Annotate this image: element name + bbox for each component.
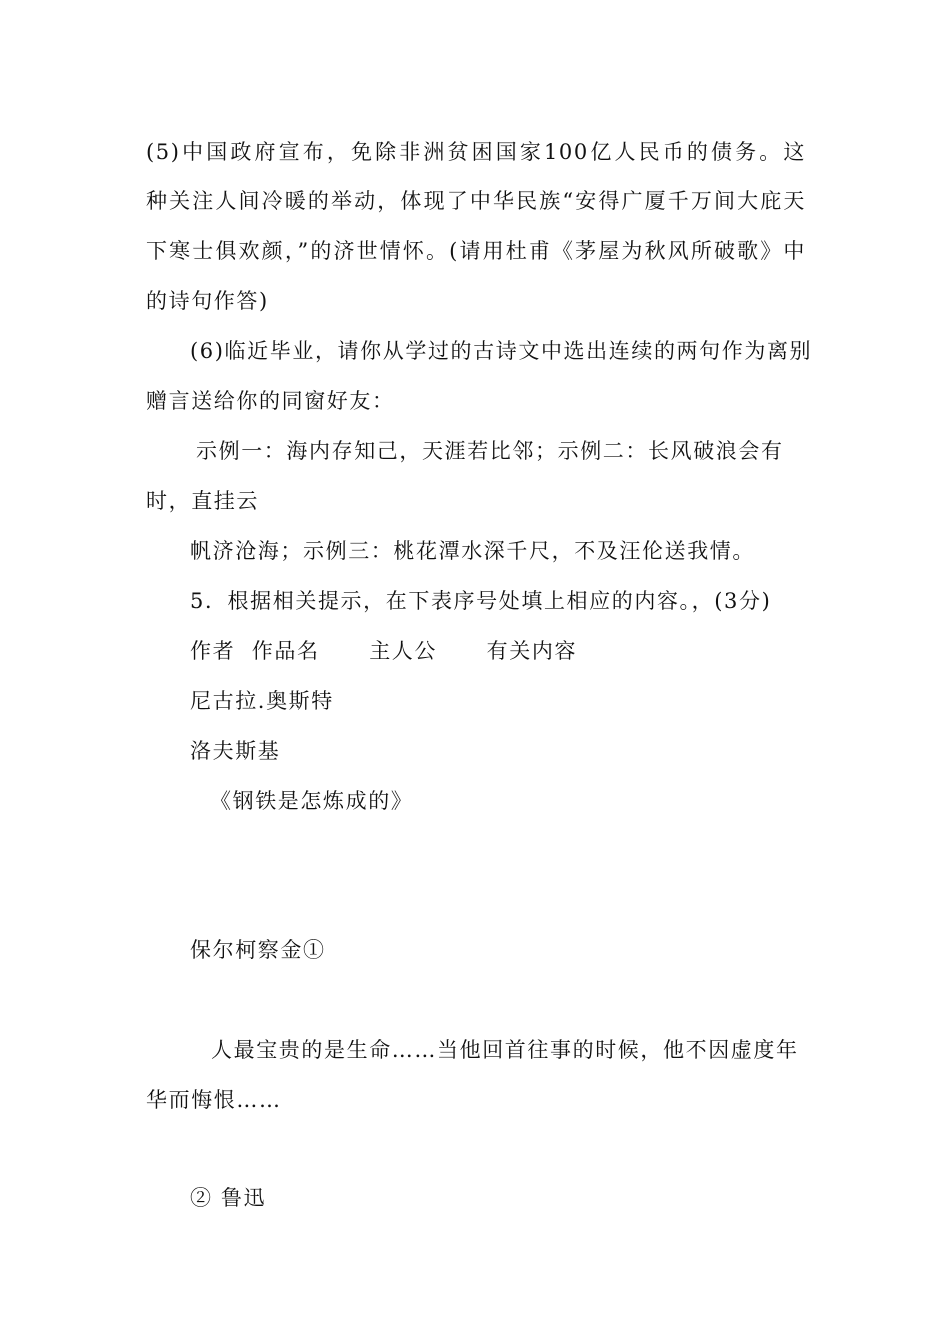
item6-line-1: (6)临近毕业，请你从学过的古诗文中选出连续的两句作为离别 (190, 339, 813, 363)
content-line-2: 华而悔恨…… (146, 1088, 282, 1112)
question5-prompt: 5．根据相关提示，在下表序号处填上相应的内容。，(3分) (190, 589, 772, 613)
content-line-1: 人最宝贵的是生命……当他回首往事的时候，他不因虚度年 (211, 1038, 799, 1062)
example-line-2: 时，直挂云 (146, 489, 259, 513)
table-header: 作者 作品名 主人公 有关内容 (190, 639, 578, 663)
item6-line-2: 赠言送给你的同窗好友： (146, 389, 395, 413)
example-line-3: 帆济沧海；示例三：桃花潭水深千尺，不及汪伦送我情。 (190, 539, 755, 563)
example-line-1: 示例一：海内存知己，天涯若比邻；示例二：长风破浪会有 (196, 439, 784, 463)
item5-line-1: (5)中国政府宣布，免除非洲贫困国家100亿人民币的债务。这 (146, 140, 806, 164)
work-title: 《钢铁是怎炼成的》 (210, 789, 414, 813)
item5-line-3: 下寒士俱欢颜，”的济世情怀。(请用杜甫《茅屋为秋风所破歌》中 (146, 239, 806, 263)
author-line-1: 尼古拉.奥斯特 (190, 689, 334, 713)
item5-line-2: 种关注人间冷暖的举动，体现了中华民族“安得广厦千万间大庇天 (146, 189, 806, 213)
author-line-2: 洛夫斯基 (190, 739, 281, 763)
protagonist: 保尔柯察金① (190, 938, 326, 962)
item5-line-4: 的诗句作答) (146, 289, 269, 313)
item2-author: ② 鲁迅 (190, 1186, 267, 1210)
